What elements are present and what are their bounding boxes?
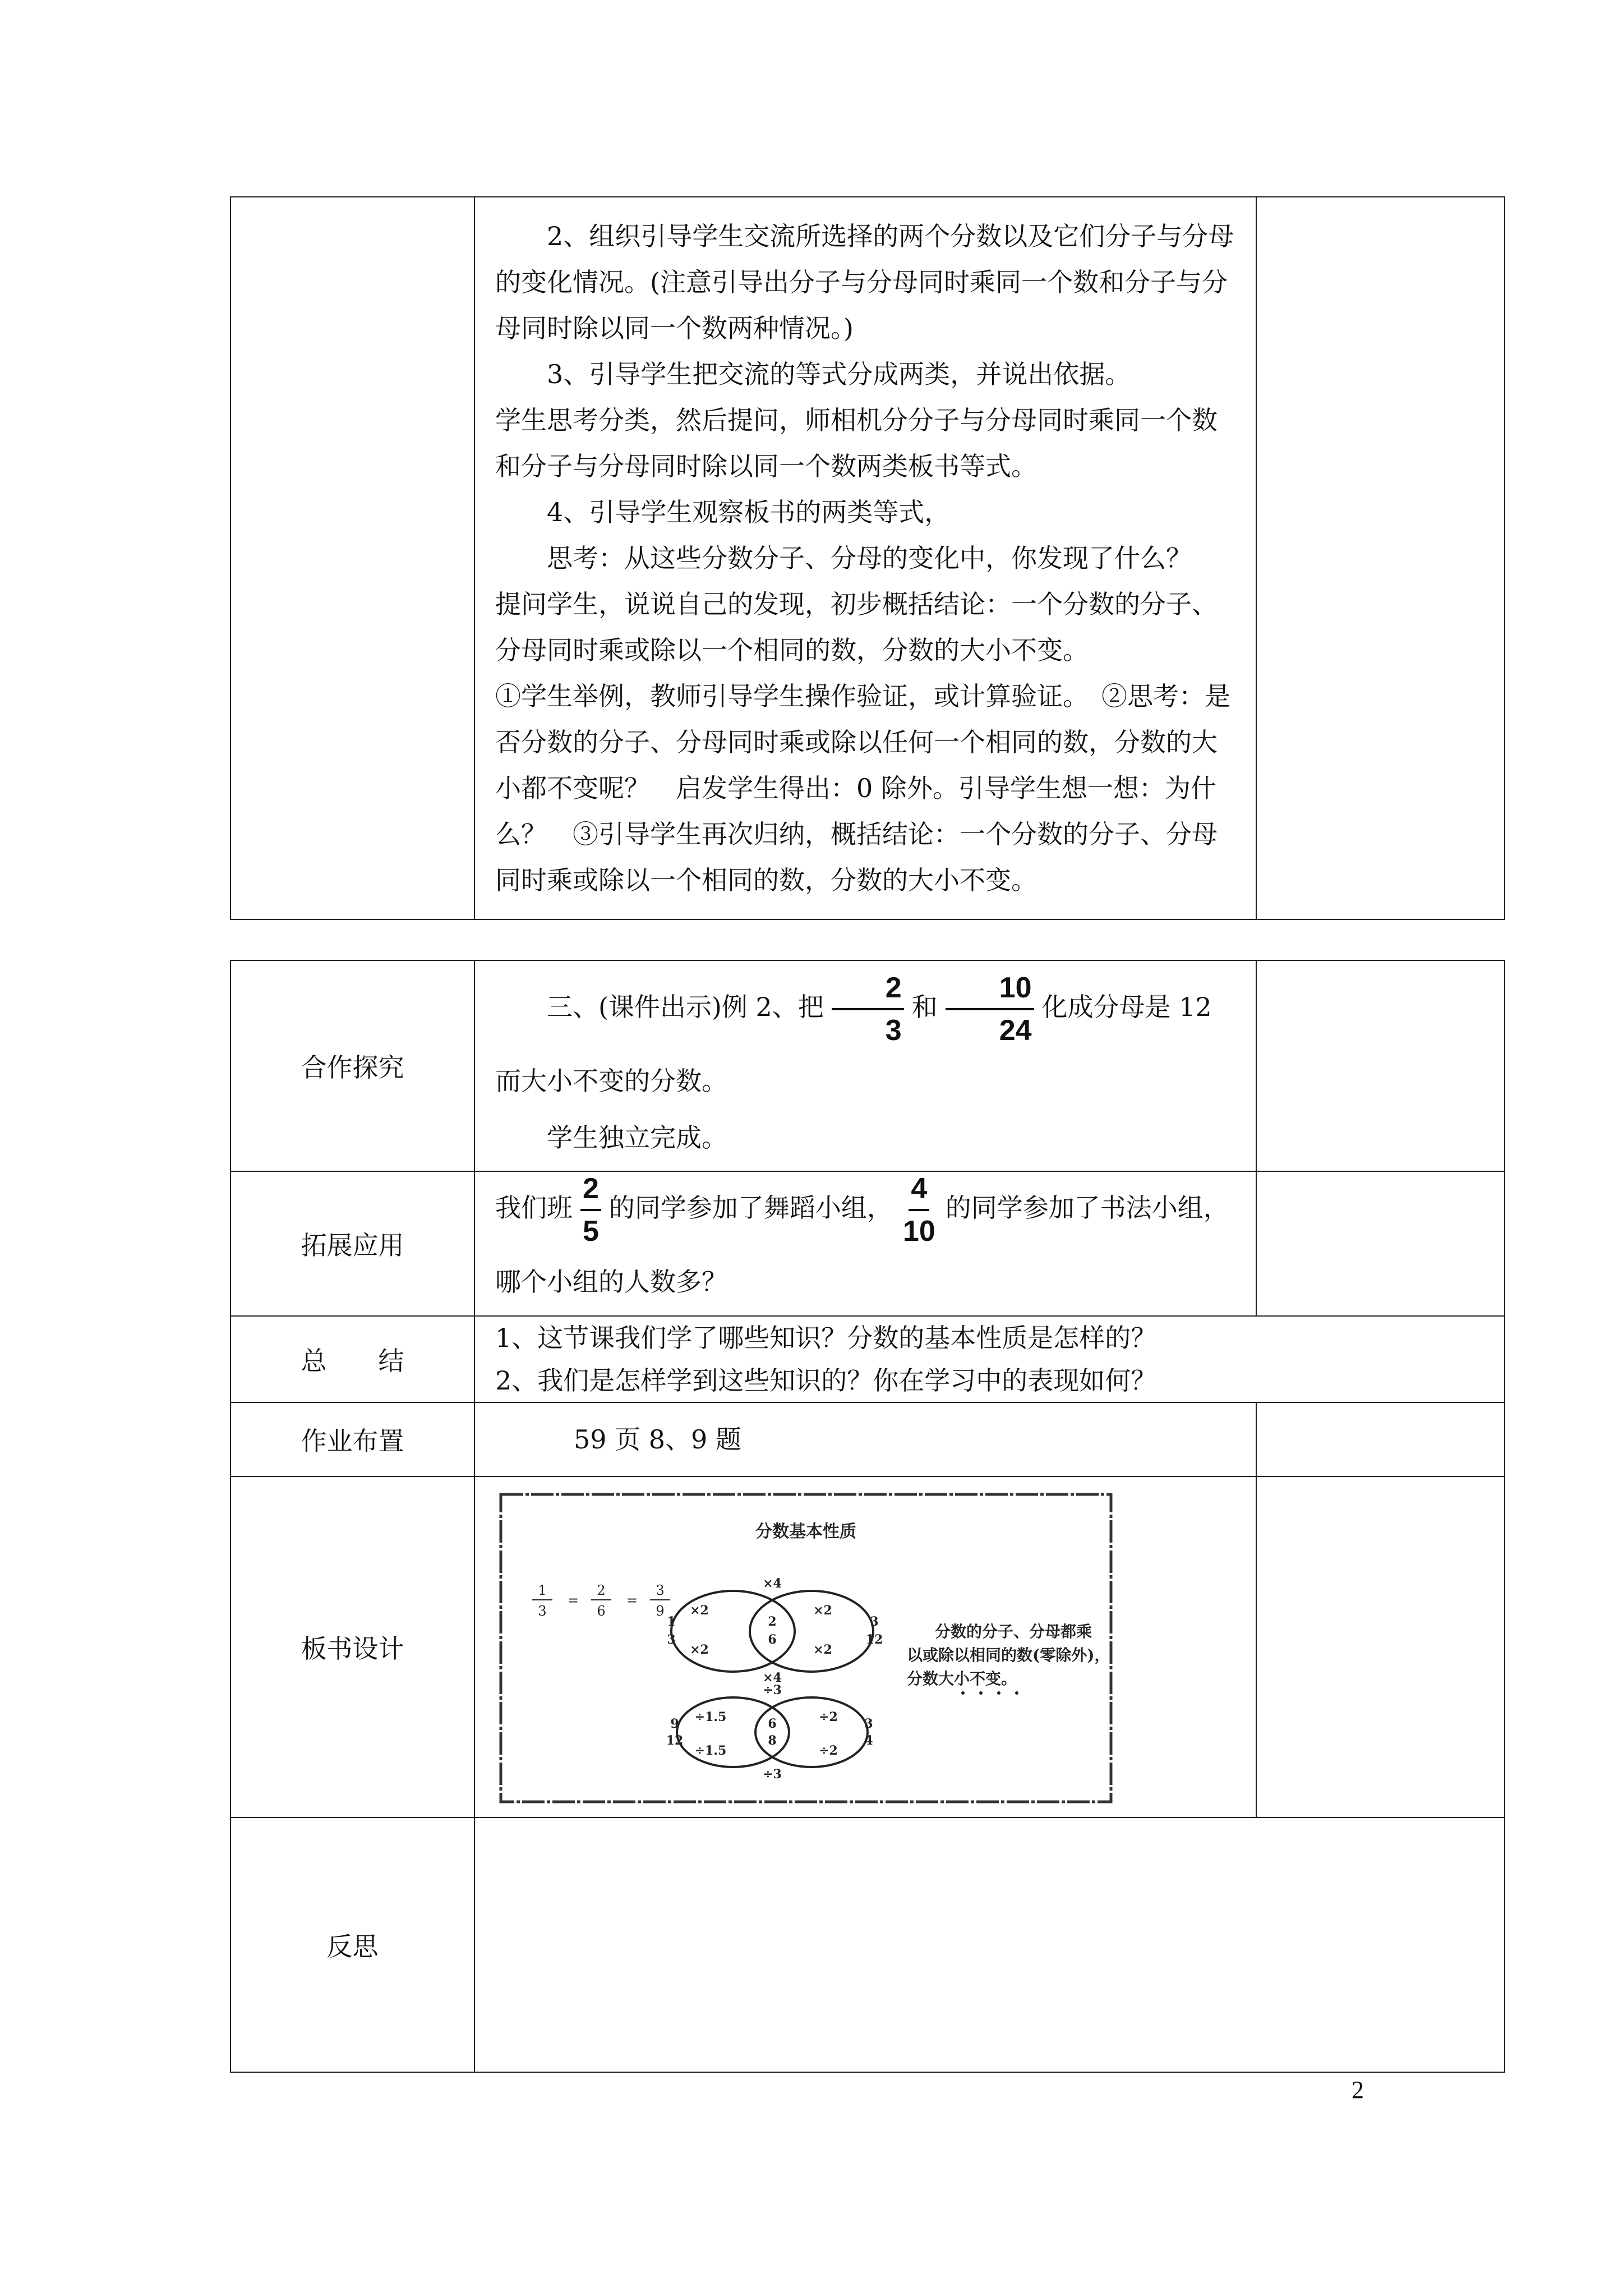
svg-text:×4: ×4: [763, 1576, 782, 1591]
svg-text:12: 12: [666, 1733, 684, 1748]
empty-label-cell: [230, 197, 474, 919]
summary-q2: 2、我们是怎样学到这些知识的？你在学习中的表现如何？: [495, 1365, 1157, 1396]
row-label-banshu: 板书设计: [230, 1476, 474, 1818]
board-design-cell: [474, 1476, 1256, 1818]
step-3: 3、引导学生把交流的等式分成两类，并说出依据。: [547, 359, 1131, 389]
svg-text:12: 12: [865, 1632, 883, 1647]
tuozhan-content: [474, 1171, 1256, 1316]
svg-text:3: 3: [667, 1632, 676, 1647]
svg-text:3: 3: [870, 1614, 879, 1629]
svg-text:1: 1: [667, 1614, 676, 1629]
board-equation: [532, 1582, 670, 1619]
step-2: 2、组织引导学生交流所选择的两个分数以及它们分子与分母的变化情况。(注意引导出分子与分母同时乘同一个数和分子与分母同时除以同一个数两种情况。): [495, 221, 1234, 343]
page-number: 2: [1352, 2076, 1364, 2104]
multiply-labels: [667, 1576, 883, 1685]
svg-text:以或除以相同的数(零除外)，: 以或除以相同的数(零除外)，: [907, 1646, 1110, 1664]
reflection-content: [474, 1818, 1505, 2072]
svg-text:×2: ×2: [690, 1642, 709, 1657]
fraction-2-5: $\frac{2}{5}$: [580, 1172, 601, 1248]
lesson-table-continued: [230, 196, 1505, 920]
hezuo-content: [474, 960, 1256, 1171]
fraction-10-24: $\frac{10}{24}$: [946, 971, 1034, 1047]
summary-q1: 1、这节课我们学了哪些知识？分数的基本性质是怎样的？: [495, 1323, 1157, 1353]
extension-problem: 我们班 $\frac{2}{5}$ 的同学参加了舞蹈小组， $\frac{4}{10}$ 的同学参加了书法小组， 哪个小组的人数多？: [495, 1172, 1242, 1297]
zongjie-content: [474, 1316, 1505, 1402]
homework-content: [474, 1402, 1256, 1476]
svg-text:=: =: [626, 1593, 638, 1608]
svg-text:÷3: ÷3: [763, 1767, 782, 1782]
svg-text:6: 6: [768, 1632, 777, 1647]
notes-cell: [1256, 1402, 1505, 1476]
svg-text:×2: ×2: [813, 1603, 832, 1618]
example-2: 三、(课件出示)例 2、把 $\frac{2}{3}$ 和 $\frac{10}{24}$ 化成分母是 12 而大小不变的分数。: [495, 972, 1212, 1096]
step-3-detail: 学生思考分类，然后提问，师相机分分子与分母同时乘同一个数和分子与分母同时除以同一个数两类板书等式。: [495, 405, 1218, 481]
notes-cell: [1256, 197, 1505, 919]
board-design-image: [497, 1491, 1114, 1805]
svg-text:÷1.5: ÷1.5: [694, 1743, 727, 1758]
svg-text:9: 9: [670, 1717, 679, 1731]
independent-work: 学生独立完成。: [547, 1122, 727, 1153]
step-4: 4、引导学生观察板书的两类等式，: [547, 497, 951, 527]
notes-cell: [1256, 1476, 1505, 1818]
fraction-4-10: $\frac{4}{10}$: [902, 1172, 935, 1248]
notes-cell: [1256, 960, 1505, 1171]
fraction-2-3: $\frac{2}{3}$: [832, 971, 904, 1047]
svg-text:6: 6: [768, 1717, 777, 1731]
svg-text:2: 2: [768, 1614, 777, 1629]
svg-text:÷1.5: ÷1.5: [694, 1710, 727, 1724]
notes-cell: [1256, 1171, 1505, 1316]
row-label-hezuo: 合作探究: [230, 960, 474, 1171]
svg-text:÷3: ÷3: [763, 1683, 782, 1697]
row-label-tuozhan: 拓展应用: [230, 1171, 474, 1316]
svg-text:÷2: ÷2: [819, 1710, 838, 1724]
svg-text:3: 3: [656, 1582, 665, 1598]
row-label-zuoye: 作业布置: [230, 1402, 474, 1476]
svg-text:=: =: [567, 1593, 579, 1608]
svg-text:分数的分子、分母都乘: 分数的分子、分母都乘: [935, 1622, 1092, 1641]
homework-text: 59 页 8、9 题: [574, 1424, 741, 1455]
svg-text:3: 3: [538, 1603, 547, 1619]
row-label-fansi: 反思: [230, 1818, 474, 2072]
svg-text:8: 8: [768, 1733, 777, 1748]
svg-text:1: 1: [538, 1582, 547, 1598]
board-rule: [907, 1622, 1110, 1695]
svg-text:分数大小不变。: 分数大小不变。: [907, 1669, 1017, 1688]
row-label-zongjie: 总 结: [230, 1316, 474, 1402]
step-4-verify: ①学生举例，教师引导学生操作验证，或计算验证。 ②思考：是否分数的分子、分母同时乘或除以任何一个相同的数，分数的大小都不变呢？ 启发学生得出：0 除外。引导学生想一想：为什么？ ③引导学生再次归纳，概括结论：一个分数的分子、分母同时乘或除以一个相同的数，分数的大小不变。: [495, 681, 1230, 895]
lesson-table: [230, 960, 1505, 2073]
step-4-think: 思考：从这些分数分子、分母的变化中，你发现了什么？ 提问学生，说说自己的发现，初步概括结论：一个分数的分子、分母同时乘或除以一个相同的数，分数的大小不变。: [495, 543, 1218, 665]
process-content-cell: [474, 197, 1256, 919]
svg-text:4: 4: [864, 1733, 873, 1748]
svg-text:×2: ×2: [690, 1603, 709, 1618]
board-title: 分数基本性质: [755, 1522, 856, 1542]
svg-text:÷2: ÷2: [819, 1743, 838, 1758]
svg-text:6: 6: [597, 1603, 606, 1619]
svg-text:3: 3: [864, 1717, 873, 1731]
divide-labels: [666, 1683, 873, 1782]
svg-text:2: 2: [597, 1582, 606, 1598]
svg-text:×2: ×2: [813, 1642, 832, 1657]
svg-text:×4: ×4: [763, 1671, 782, 1685]
svg-text:9: 9: [656, 1603, 665, 1619]
